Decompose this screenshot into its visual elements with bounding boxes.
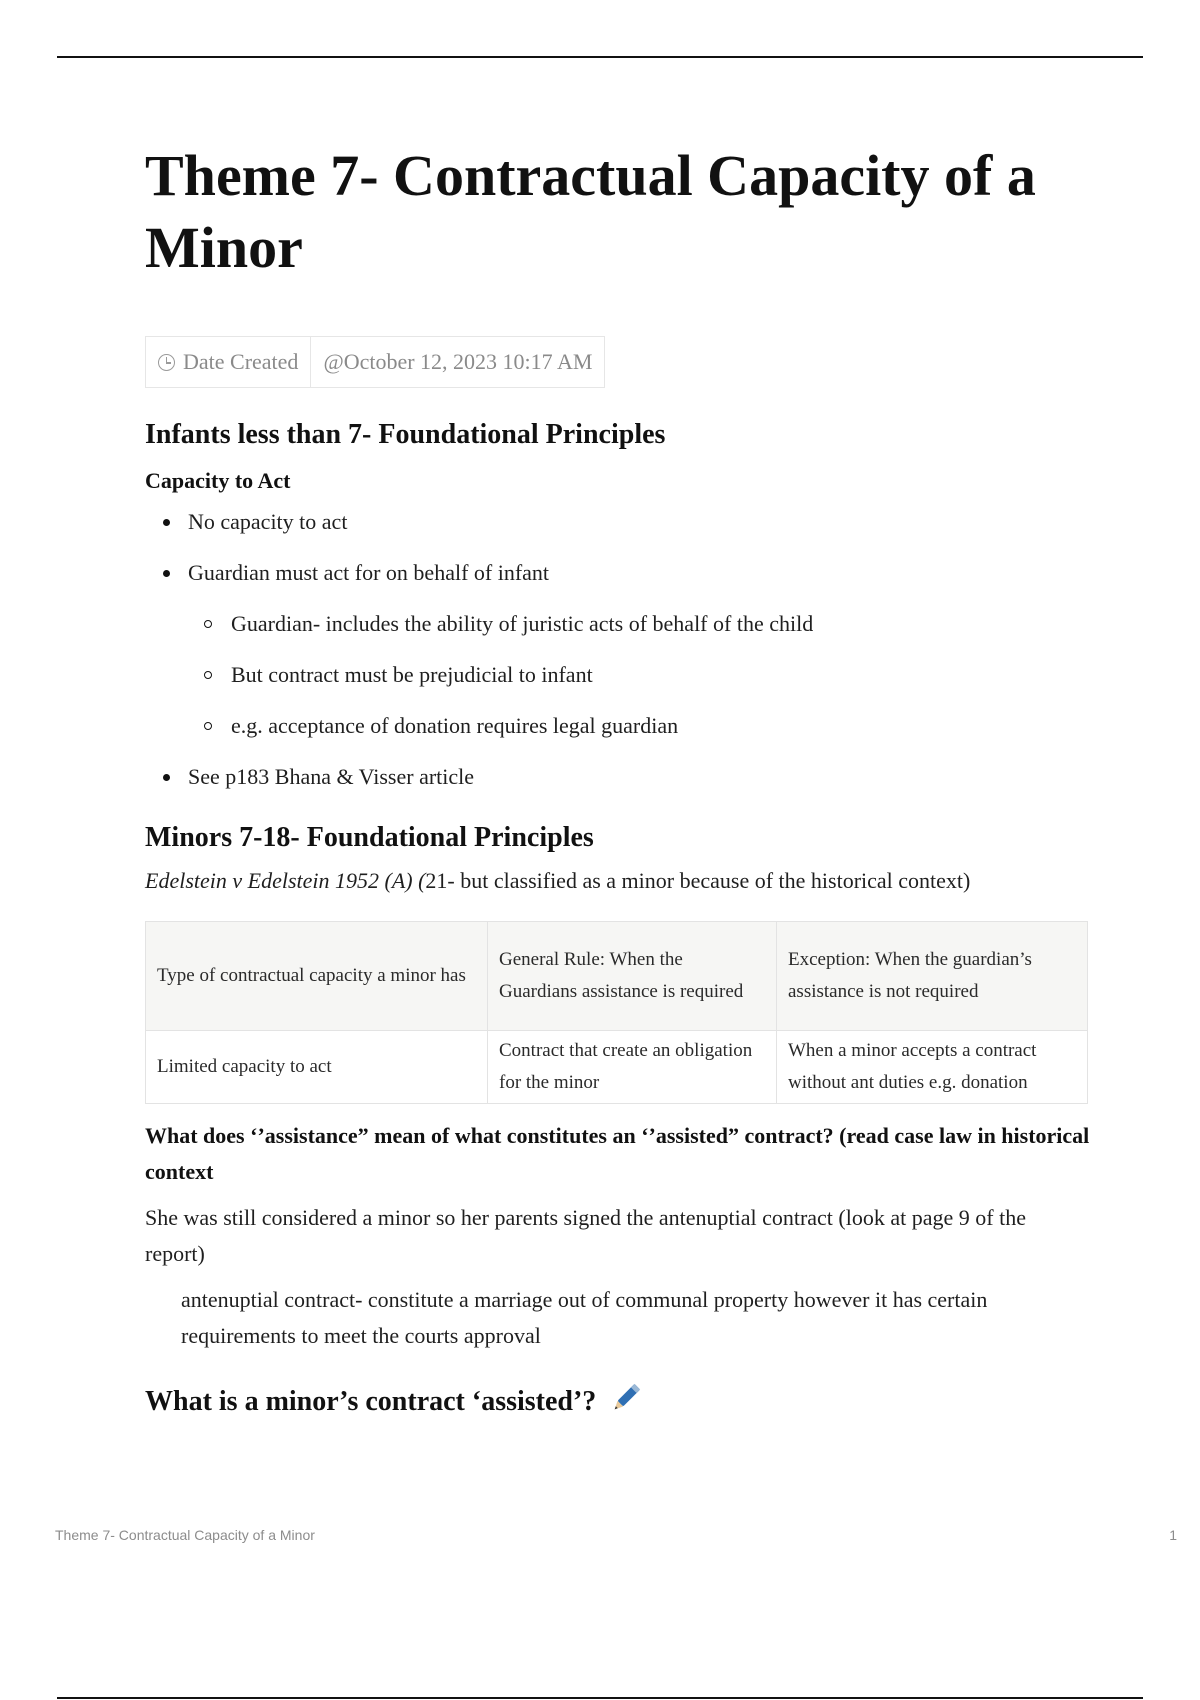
table-header-row	[146, 922, 1088, 1031]
list-item: No capacity to act	[145, 508, 1090, 536]
table-header-cell: Type of contractual capacity a minor has	[146, 922, 488, 1031]
footer-title: Theme 7- Contractual Capacity of a Minor	[55, 1527, 315, 1543]
clock-icon	[158, 354, 175, 371]
indented-antenuptial-note: antenuptial contract- constitute a marriage out of communal property however it has certain requirements to meet the courts approval	[181, 1287, 988, 1348]
case-note: 21- but classified as a minor because of the historical context)	[425, 868, 971, 893]
top-rule	[57, 56, 1143, 58]
list-item: Guardian- includes the ability of juristic acts of behalf of the child	[145, 610, 1090, 638]
list-item: But contract must be prejudicial to infant	[145, 661, 1090, 689]
heading-assisted: What is a minor’s contract ‘assisted’?	[145, 1380, 1090, 1425]
table-header-cell: Exception: When the guardian’s assistance is not required	[777, 922, 1088, 1031]
bottom-rule	[57, 1697, 1143, 1699]
property-date-created-label	[146, 337, 311, 388]
pen-icon	[608, 1380, 644, 1425]
table-cell: Contract that create an obligation for the minor	[488, 1031, 777, 1104]
capacity-table	[145, 921, 1088, 1104]
property-label: Date Created	[183, 349, 299, 374]
table-header-cell: General Rule: When the Guardians assistance is required	[488, 922, 777, 1031]
guardian-sub-list	[188, 610, 1090, 740]
subheading-capacity: Capacity to Act	[145, 468, 291, 493]
list-item: e.g. acceptance of donation requires legal guardian	[145, 712, 1090, 740]
paragraph-minor-parents: She was still considered a minor so her parents signed the antenuptial contract (look at page 9 of the report)	[145, 1205, 1026, 1266]
page-content	[145, 140, 1090, 1425]
heading-minors: Minors 7-18- Foundational Principles	[145, 822, 594, 853]
assistance-question: What does ‘’assistance” mean of what constitutes an ‘’assisted” contract? (read case law in historical context	[145, 1123, 1090, 1184]
infants-bullet-list	[145, 508, 1090, 791]
case-name: Edelstein v Edelstein 1952 (A) (	[145, 868, 426, 893]
footer-page-number: 1	[1169, 1527, 1177, 1543]
list-item: Guardian must act for on behalf of infant Guardian- includes the ability of juristic acts of behalf of the child But contract must be prejudicial to infant e.g. acceptance of donation requires legal guardian	[145, 559, 1090, 740]
properties-table	[145, 336, 605, 388]
page-title: Theme 7- Contractual Capacity of a Minor	[145, 143, 1036, 280]
table-row	[146, 1031, 1088, 1104]
property-date-created-value: @October 12, 2023 10:17 AM	[311, 337, 605, 388]
table-cell: When a minor accepts a contract without ant duties e.g. donation	[777, 1031, 1088, 1104]
table-cell: Limited capacity to act	[146, 1031, 488, 1104]
list-item: See p183 Bhana & Visser article	[145, 763, 1090, 791]
heading-infants: Infants less than 7- Foundational Principles	[145, 419, 666, 450]
case-citation	[145, 863, 1090, 899]
